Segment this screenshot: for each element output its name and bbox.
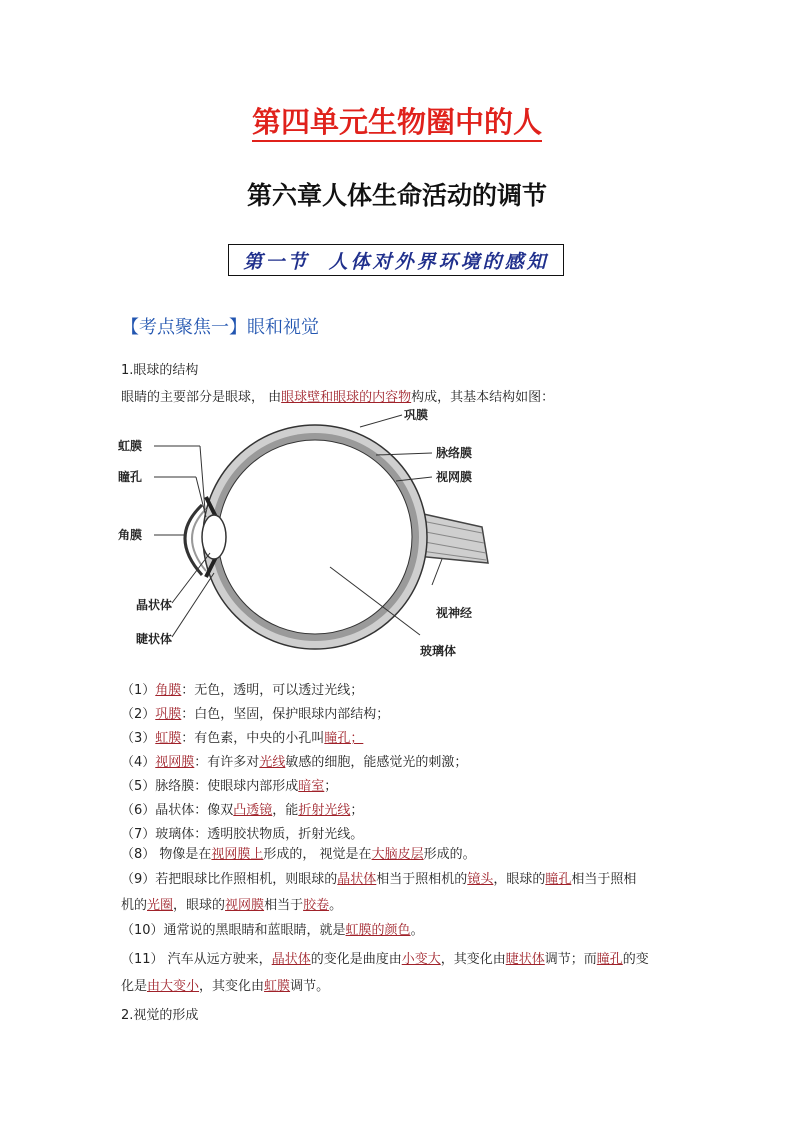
- label-vitreous: 玻璃体: [420, 644, 457, 658]
- note-9a: （9）若把眼球比作照相机，则眼球的晶状体相当于照相机的镜头，眼球的瞳孔相当于照相: [121, 872, 637, 887]
- label-pupil: 瞳孔: [118, 470, 143, 484]
- note-1: （1）角膜：无色，透明，可以透过光线；: [121, 683, 364, 698]
- label-sclera: 巩膜: [404, 408, 429, 422]
- label-ciliary-body: 睫状体: [136, 632, 173, 646]
- label-lens: 晶状体: [136, 598, 173, 612]
- label-iris: 虹膜: [118, 439, 143, 453]
- intro-line: 眼睛的主要部分是眼球， 由眼球壁和眼球的内容物构成，其基本结构如图：: [121, 390, 555, 405]
- eyeball-diagram: [110, 405, 500, 670]
- note-7: （7）玻璃体：透明胶状物质，折射光线。: [121, 827, 364, 842]
- section-title-box: 第一节 人体对外界环境的感知: [228, 244, 564, 276]
- note-10: （10）通常说的黑眼睛和蓝眼睛，就是虹膜的颜色。: [121, 923, 424, 938]
- label-choroid: 脉络膜: [436, 446, 473, 460]
- note-6: （6）晶状体：像双凸透镜，能折射光线；: [121, 803, 364, 818]
- chapter-title: 第六章人体生命活动的调节: [246, 181, 547, 210]
- note-3: （3）虹膜：有色素，中央的小孔叫瞳孔；: [121, 731, 364, 746]
- vitreous-body: [218, 440, 412, 634]
- note-9b: 机的光圈，眼球的视网膜相当于胶卷。: [121, 898, 343, 913]
- item-2-heading: 2.视觉的形成: [121, 1008, 199, 1023]
- note-11b: 化是由大变小，其变化由虹膜调节。: [121, 979, 330, 994]
- page-title: 第四单元生物圈中的人: [0, 100, 794, 141]
- note-2: （2）巩膜：白色，坚固，保护眼球内部结构；: [121, 707, 390, 722]
- kaodian-heading: 【考点聚焦一】眼和视觉: [121, 317, 319, 338]
- label-cornea: 角膜: [118, 528, 143, 542]
- item-1-heading: 1.眼球的结构: [121, 363, 199, 378]
- note-5: （5）脉络膜：使眼球内部形成暗室；: [121, 779, 338, 794]
- note-11a: （11） 汽车从远方驶来，晶状体的变化是曲度由小变大，其变化由睫状体调节；而瞳孔的变: [121, 952, 649, 967]
- lens: [202, 515, 226, 559]
- note-8: （8） 物像是在视网膜上形成的， 视觉是在大脑皮层形成的。: [121, 847, 476, 862]
- label-retina: 视网膜: [436, 470, 473, 484]
- note-4: （4）视网膜：有许多对光线敏感的细胞，能感觉光的刺激；: [121, 755, 468, 770]
- label-optic-nerve: 视神经: [436, 606, 473, 620]
